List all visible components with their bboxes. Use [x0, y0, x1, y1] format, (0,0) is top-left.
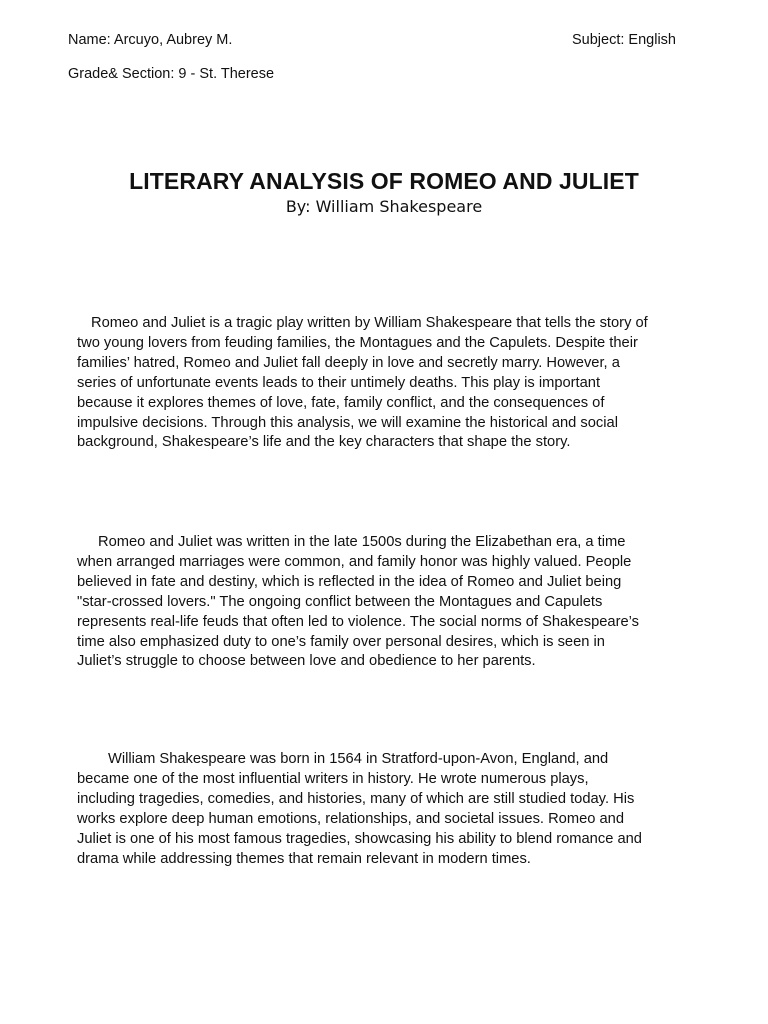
paragraph-line: Juliet is one of his most famous tragedies, showcasing his ability to blend romance and — [77, 830, 642, 847]
paragraph-line: when arranged marriages were common, and family honor was highly valued. People — [77, 553, 632, 570]
paragraph-line: families’ hatred, Romeo and Juliet fall deeply in love and secretly marry. However, a — [77, 354, 620, 371]
paragraph-line: works explore deep human emotions, relationships, and societal issues. Romeo and — [77, 810, 625, 827]
paragraph-line: drama while addressing themes that remain relevant in modern times. — [77, 850, 531, 867]
paragraph-line: time also emphasized duty to one’s family over personal desires, which is seen in — [77, 633, 605, 650]
subject-label: Subject: English — [572, 32, 676, 48]
paragraph-author-life — [77, 750, 717, 869]
paragraph-introduction — [77, 314, 717, 453]
paragraph-line: believed in fate and destiny, which is reflected in the idea of Romeo and Juliet being — [77, 573, 622, 590]
paragraph-line: background, Shakespeare’s life and the key characters that shape the story. — [77, 434, 571, 451]
paragraph-line: Romeo and Juliet was written in the late 1500s during the Elizabethan era, a time — [98, 534, 626, 550]
paragraph-line: William Shakespeare was born in 1564 in Stratford-upon-Avon, England, and — [108, 751, 609, 767]
paragraph-line: impulsive decisions. Through this analysis, we will examine the historical and social — [77, 414, 618, 431]
paragraph-line: became one of the most influential writers in history. He wrote numerous plays, — [77, 770, 589, 787]
document-title: LITERARY ANALYSIS OF ROMEO AND JULIET — [129, 168, 639, 194]
paragraph-line: Juliet’s struggle to choose between love and obedience to her parents. — [77, 653, 536, 670]
grade-section: Grade& Section: 9 - St. Therese — [68, 66, 275, 82]
paragraph-line: including tragedies, comedies, and histories, many of which are still studied today. His — [77, 790, 635, 807]
paragraph-line: because it explores themes of love, fate, family conflict, and the consequences of — [77, 394, 605, 411]
paragraph-historical-background — [77, 533, 717, 672]
paragraph-line: "star-crossed lovers." The ongoing conflict between the Montagues and Capulets — [77, 593, 603, 610]
paragraph-line: two young lovers from feuding families, the Montagues and the Capulets. Despite their — [77, 334, 638, 351]
paragraph-line: represents real-life feuds that often led to violence. The social norms of Shakespeare’s — [77, 613, 639, 630]
paragraph-line: Romeo and Juliet is a tragic play written by William Shakespeare that tells the story of — [91, 315, 648, 331]
student-name: Name: Arcuyo, Aubrey M. — [68, 32, 233, 48]
document-subtitle: By: William Shakespeare — [285, 197, 483, 216]
paragraph-line: series of unfortunate events leads to their untimely deaths. This play is important — [77, 374, 601, 391]
